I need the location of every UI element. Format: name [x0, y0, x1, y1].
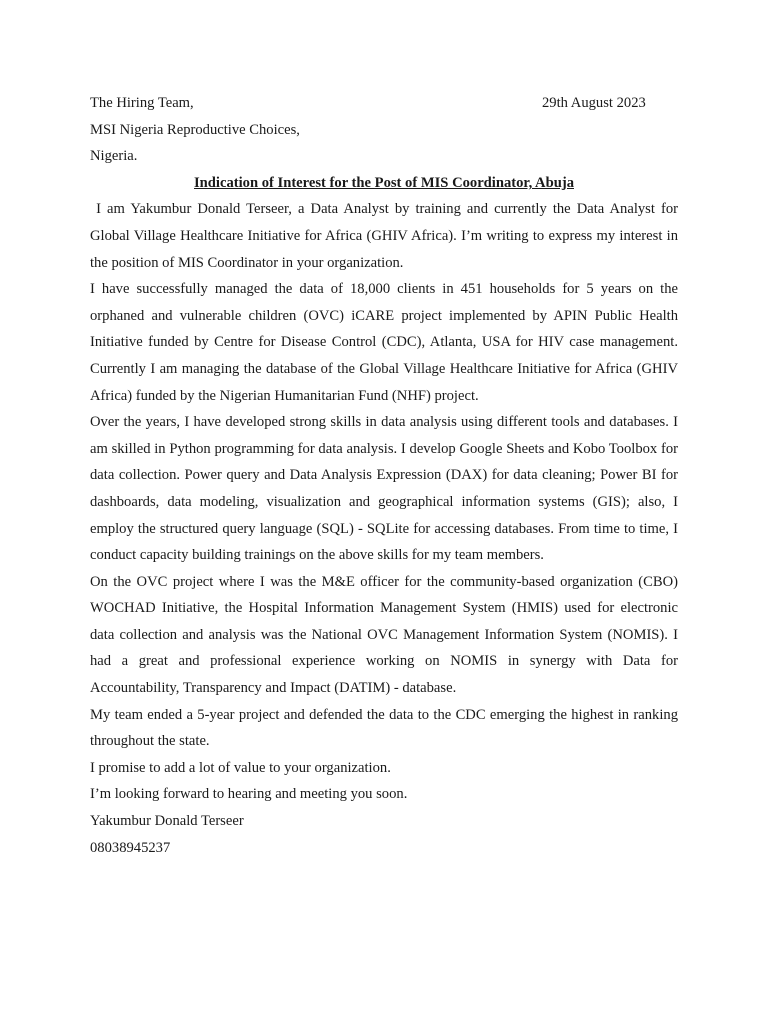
paragraph-skills: Over the years, I have developed strong skills in data analysis using different tools and databases. I am skilled in Python programming for data analysis. I develop Google Sheets and Kobo Toolbox for data collection. Power query and Data Analysis Expression (DAX) for data cleaning; Power BI for dashboards, data modeling, visualization and geographical information systems (GIS); also, I employ the structured query language (SQL) - SQLite for accessing databases. From time to time, I conduct capacity building trainings on the above skills for my team members. — [90, 414, 678, 564]
phone-number: 08038945237 — [90, 839, 171, 856]
letter-subject: Indication of Interest for the Post of MIS Coordinator, Abuja — [194, 174, 574, 191]
paragraph-team-result: My team ended a 5-year project and defended the data to the CDC emerging the highest in ranking throughout the state. — [90, 706, 678, 750]
recipient-line-3: Nigeria. — [90, 148, 138, 165]
recipient-line-2: MSI Nigeria Reproductive Choices, — [90, 121, 300, 138]
letter-body — [90, 90, 682, 861]
paragraph-ovc-project: On the OVC project where I was the M&E officer for the community-based organization (CBO) WOCHAD Initiative, the Hospital Information Management System (HMIS) used for electronic data collection and analysis was the National OVC Management Information System (NOMIS). I had a great and professional experience working on NOMIS in synergy with Data for Accountability, Transparency and Impact (DATIM) - database. — [90, 573, 678, 697]
paragraph-experience: I have successfully managed the data of 18,000 clients in 451 households for 5 years on the orphaned and vulnerable children (OVC) iCARE project implemented by APIN Public Health Initiative funded by Centre for Disease Control (CDC), Atlanta, USA for HIV case management. Currently I am managing the database of the Global Village Healthcare Initiative for Africa (GHIV Africa) funded by the Nigerian Humanitarian Fund (NHF) project. — [90, 281, 678, 404]
signature-name: Yakumbur Donald Terseer — [90, 813, 244, 830]
letter-date: 29th August 2023 — [542, 95, 646, 111]
closing-line: I’m looking forward to hearing and meeting you soon. — [90, 786, 408, 803]
recipient-line-1: The Hiring Team, — [90, 95, 194, 111]
paragraph-promise: I promise to add a lot of value to your organization. — [90, 759, 391, 776]
paragraph-introduction: I am Yakumbur Donald Terseer, a Data Analyst by training and currently the Data Analyst for Global Village Healthcare Initiative for Africa (GHIV Africa). I’m writing to express my interest in the position of MIS Coordinator in your organization. — [90, 201, 682, 271]
letter-header-row — [90, 90, 678, 117]
